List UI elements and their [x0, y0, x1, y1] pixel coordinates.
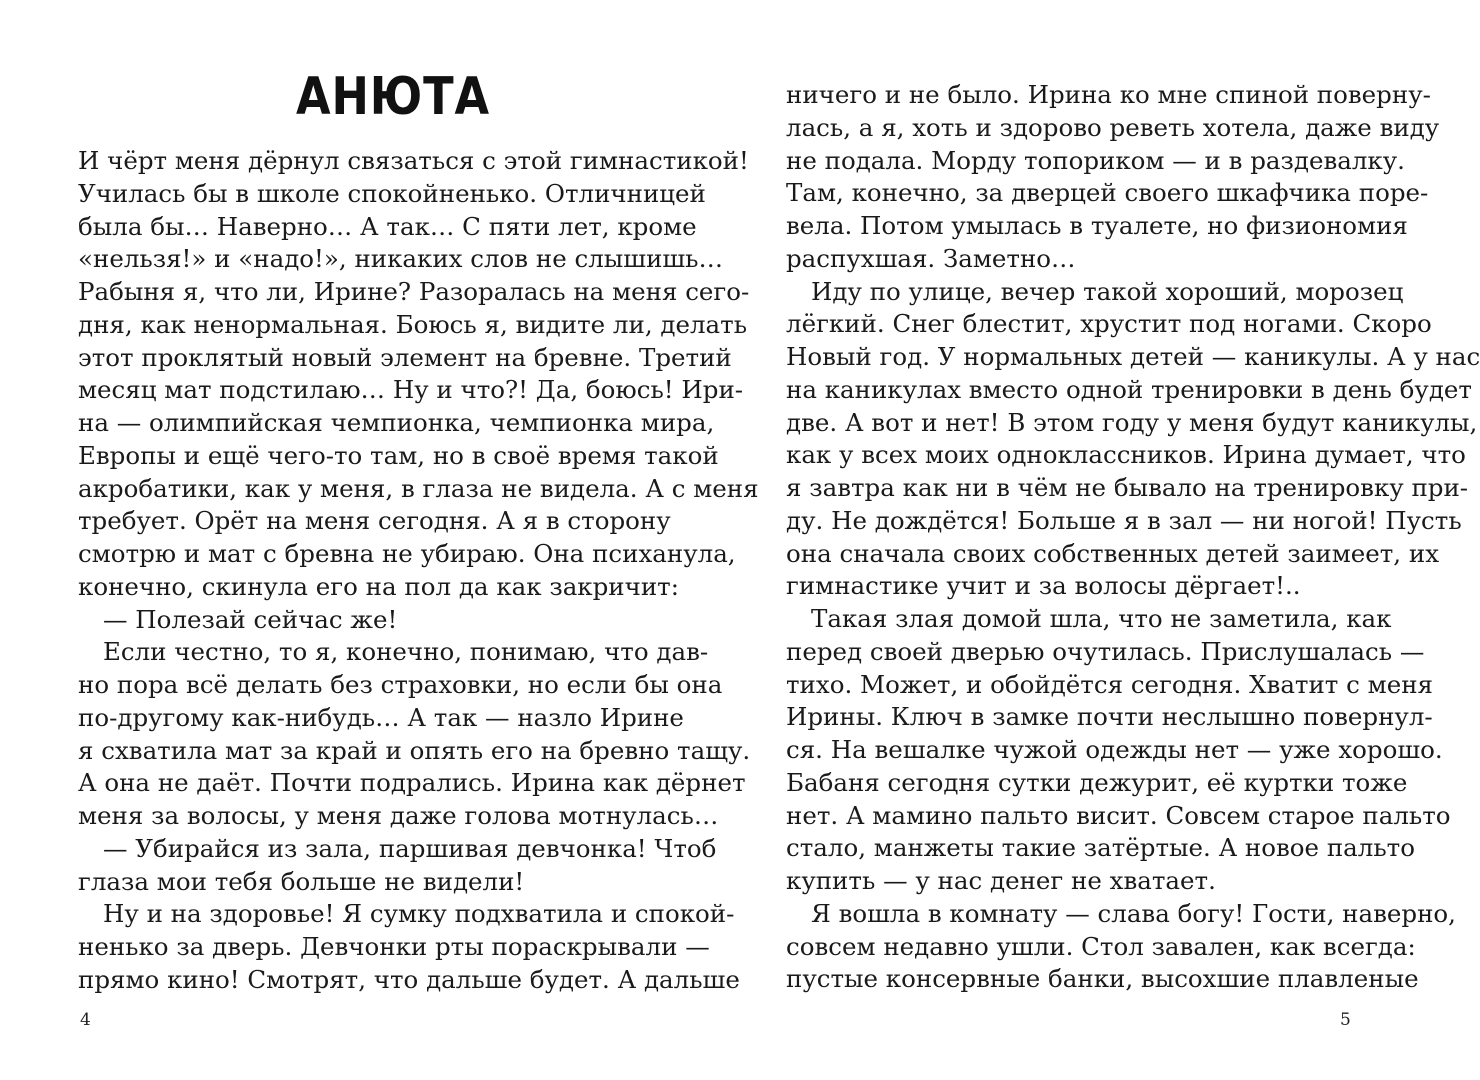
chapter-title: АНЮТА: [296, 67, 490, 127]
text-line: она сначала своих собственных детей заимеет, их: [786, 538, 1440, 568]
text-line: Училась бы в школе спокойненько. Отличницей: [78, 178, 706, 208]
text-line: акробатики, как у меня, в глаза не видела. А с меня: [78, 473, 759, 503]
text-line: распухшая. Заметно…: [786, 243, 1076, 273]
right-page-text: [786, 79, 1480, 996]
text-line: Если честно, то я, конечно, понимаю, что дав-: [103, 637, 709, 667]
text-line: Ну и на здоровье! Я сумку подхватила и спокой-: [103, 899, 735, 929]
text-line: Такая злая домой шла, что не заметила, как: [811, 604, 1392, 633]
text-line: была бы… Наверно… А так… С пяти лет, кроме: [78, 211, 697, 241]
text-line: на каникулах вместо одной тренировки в день будет: [786, 374, 1472, 404]
text-line: перед своей дверью очутилась. Прислушалась —: [786, 636, 1425, 666]
text-line: ду. Не дождётся! Больше я в зал — ни ногой! Пусть: [786, 505, 1462, 535]
page-number-right: 5: [1340, 1010, 1351, 1030]
text-line: две. А вот и нет! В этом году у меня будут каникулы,: [786, 407, 1478, 437]
page-number-left: 4: [80, 1010, 91, 1030]
text-line: лась, а я, хоть и здорово реветь хотела, даже виду: [786, 112, 1440, 142]
text-line: конечно, скинула его на пол да как закричит:: [78, 571, 679, 601]
text-line: прямо кино! Смотрят, что дальше будет. А дальше: [78, 964, 740, 994]
text-line: Новый год. У нормальных детей — каникулы. А у нас: [786, 342, 1480, 371]
text-line: я схватила мат за край и опять его на бревно тащу.: [78, 735, 751, 765]
text-line: Рабыня я, что ли, Ирине? Разоралась на меня сего-: [78, 277, 750, 306]
text-line: по-другому как-нибудь… А так — назло Ирине: [78, 702, 684, 732]
text-line: Иду по улице, вечер такой хороший, морозец: [811, 276, 1404, 306]
text-line: купить — у нас денег не хватает.: [786, 866, 1216, 895]
text-line: меня за волосы, у меня даже голова мотнулась…: [78, 801, 719, 830]
text-line: Бабаня сегодня сутки дежурит, её куртки тоже: [786, 767, 1408, 797]
text-line: И чёрт меня дёрнул связаться с этой гимнастикой!: [78, 146, 749, 175]
text-line: дня, как ненормальная. Боюсь я, видите ли, делать: [78, 309, 748, 339]
text-line: совсем недавно ушли. Стол завален, как всегда:: [786, 931, 1416, 961]
text-line: ничего и не было. Ирина ко мне спиной поверну-: [786, 80, 1431, 109]
text-line: — Полезай сейчас же!: [103, 604, 398, 634]
text-line: Там, конечно, за дверцей своего шкафчика поре-: [786, 178, 1429, 208]
text-line: глаза мои тебя больше не видели!: [78, 866, 525, 896]
text-line: я завтра как ни в чём не бывало на тренировку при-: [786, 473, 1469, 502]
text-line: «нельзя!» и «надо!», никаких слов не слышишь…: [78, 244, 724, 274]
text-line: Европы и ещё чего-то там, но в своё время такой: [78, 440, 719, 470]
text-line: ненько за дверь. Девчонки рты пораскрывали —: [78, 932, 710, 961]
text-line: смотрю и мат с бревна не убираю. Она психанула,: [78, 539, 736, 568]
text-line: нет. А мамино пальто висит. Совсем старое пальто: [786, 800, 1451, 830]
text-line: этот проклятый новый элемент на бревне. Третий: [78, 342, 732, 372]
text-line: Ирины. Ключ в замке почти неслышно повернул-: [786, 702, 1433, 732]
text-line: стало, манжеты такие затёртые. А новое пальто: [786, 833, 1415, 863]
text-line: требует. Орёт на меня сегодня. А я в сторону: [78, 506, 671, 536]
text-line: как у всех моих одноклассников. Ирина думает, что: [786, 440, 1466, 470]
text-line: пустые консервные банки, высохшие плавленые: [786, 964, 1419, 994]
text-line: вела. Потом умылась в туалете, но физиономия: [786, 211, 1408, 240]
right-page: [720, 0, 1480, 1080]
text-line: месяц мат подстилаю… Ну и что?! Да, боюсь! Ири-: [78, 375, 744, 405]
text-line: ся. На вешалке чужой одежды нет — уже хорошо.: [786, 735, 1443, 764]
text-line: тихо. Может, и обойдётся сегодня. Хватит с меня: [786, 669, 1434, 699]
text-line: но пора всё делать без страховки, но если бы она: [78, 670, 723, 699]
text-line: Я вошла в комнату — слава богу! Гости, наверно,: [811, 898, 1456, 928]
left-page-text: [78, 145, 759, 997]
text-line: не подала. Морду топориком — и в раздевалку.: [786, 145, 1405, 175]
text-line: гимнастике учит и за волосы дёргает!..: [786, 571, 1301, 601]
text-line: — Убирайся из зала, паршивая девчонка! Чтоб: [103, 833, 717, 863]
text-line: на — олимпийская чемпионка, чемпионка мира,: [78, 408, 715, 437]
text-line: А она не даёт. Почти подрались. Ирина как дёрнет: [78, 768, 746, 798]
text-line: лёгкий. Снег блестит, хрустит под ногами. Скоро: [786, 309, 1432, 339]
